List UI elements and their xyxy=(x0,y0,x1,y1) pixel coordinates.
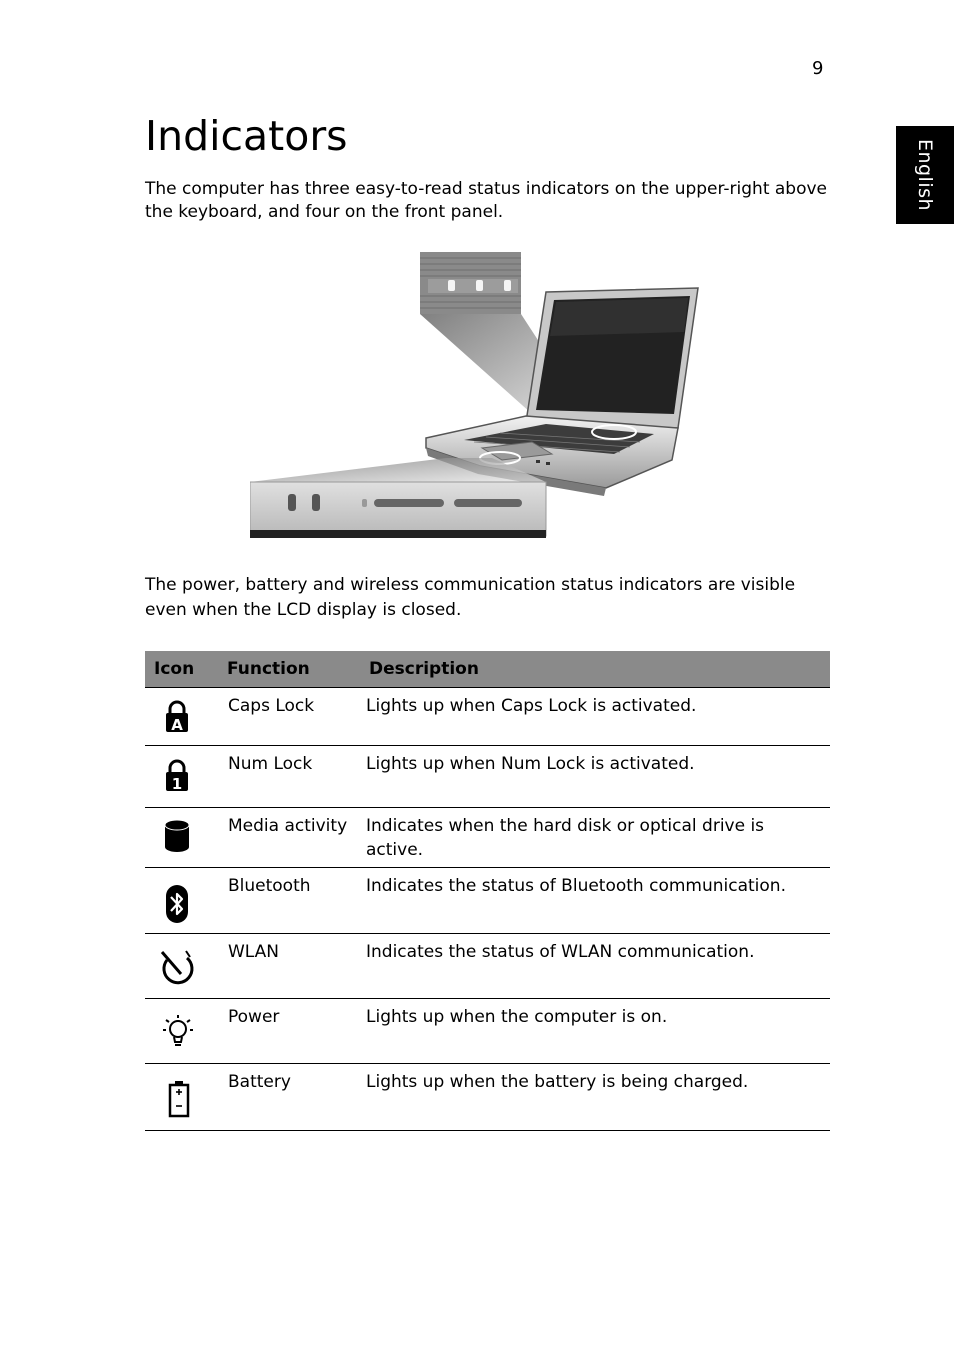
description-cell: Indicates when the hard disk or optical drive is active. xyxy=(360,807,830,867)
function-cell: WLAN xyxy=(218,933,360,998)
icon-cell xyxy=(145,687,218,745)
caps-lock-icon xyxy=(163,700,191,734)
num-lock-icon xyxy=(163,759,191,793)
function-cell: Bluetooth xyxy=(218,867,360,933)
table-row xyxy=(145,687,830,745)
bluetooth-icon xyxy=(163,884,191,924)
function-cell: Media activity xyxy=(218,807,360,867)
table-row xyxy=(145,867,830,933)
page-number: 9 xyxy=(812,58,824,79)
header-icon: Icon xyxy=(145,651,218,687)
media-activity-icon xyxy=(163,819,191,853)
function-cell: Power xyxy=(218,998,360,1063)
table-row xyxy=(145,1063,830,1130)
header-function: Function xyxy=(218,651,360,687)
description-cell: Lights up when Caps Lock is activated. xyxy=(360,687,830,745)
description-cell: Lights up when Num Lock is activated. xyxy=(360,745,830,807)
icon-cell xyxy=(145,745,218,807)
function-cell: Caps Lock xyxy=(218,687,360,745)
table-row xyxy=(145,807,830,867)
icon-cell xyxy=(145,1063,218,1130)
icon-cell xyxy=(145,933,218,998)
power-icon xyxy=(161,1013,195,1049)
indicators-table xyxy=(145,651,830,1131)
description-cell: Indicates the status of Bluetooth communication. xyxy=(360,867,830,933)
table-row xyxy=(145,933,830,998)
intro-paragraph: The computer has three easy-to-read status indicators on the upper-right above the keyboard, and four on the front panel. xyxy=(145,179,828,222)
closed-lid-paragraph: The power, battery and wireless communication status indicators are visible even when the LCD display is closed. xyxy=(145,575,796,620)
table-header-row xyxy=(145,651,830,687)
language-tab xyxy=(896,126,954,224)
wlan-icon xyxy=(159,948,195,986)
table-row xyxy=(145,745,830,807)
laptop-indicators-illustration xyxy=(250,252,710,540)
icon-cell xyxy=(145,998,218,1063)
function-cell: Num Lock xyxy=(218,745,360,807)
page-title: Indicators xyxy=(145,112,348,160)
description-cell: Lights up when the computer is on. xyxy=(360,998,830,1063)
svg-text:1: 1 xyxy=(171,774,183,793)
table-row xyxy=(145,998,830,1063)
icon-cell xyxy=(145,807,218,867)
header-description: Description xyxy=(360,651,830,687)
function-cell: Battery xyxy=(218,1063,360,1130)
language-tab-label: English xyxy=(914,138,936,212)
battery-icon xyxy=(167,1080,191,1118)
svg-text:A: A xyxy=(171,715,183,734)
icon-cell xyxy=(145,867,218,933)
description-cell: Indicates the status of WLAN communication. xyxy=(360,933,830,998)
description-cell: Lights up when the battery is being charged. xyxy=(360,1063,830,1130)
